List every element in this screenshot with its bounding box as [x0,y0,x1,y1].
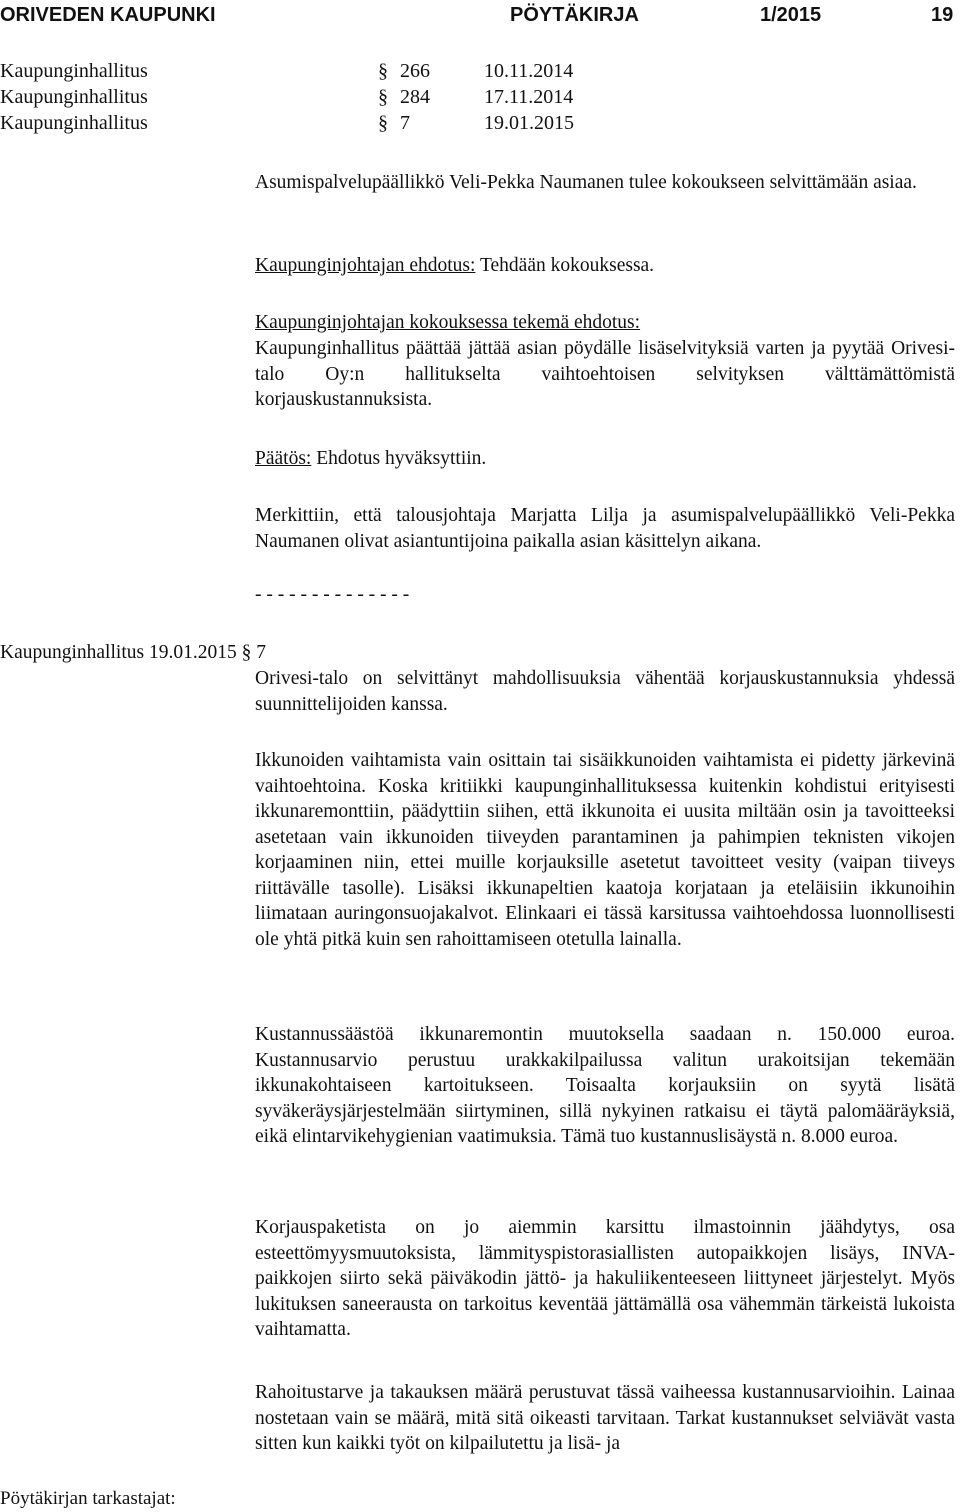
note-paragraph: Merkittiin, että talousjohtaja Marjatta Lilja ja asumispalvelupäällikkö Veli-Pekka Naumanen olivat asiantuntijoina paikalla asian käsittelyn aikana. [255,505,955,552]
session-heading-text: Kaupunginhallitus 19.01.2015 [0,642,237,663]
body-paragraph: Orivesi-talo on selvittänyt mahdollisuuksia vähentää korjauskustannuksia yhdessä suunnittelijoiden kanssa. [255,668,955,715]
reference-date: 19.01.2015 [484,112,574,134]
reference-number: 284 [400,86,430,108]
proposal-label: Kaupunginjohtajan ehdotus: [255,255,476,276]
reference-body: Kaupunginhallitus [0,112,148,134]
section-mark: § [241,642,252,663]
meeting-proposal-label: Kaupunginjohtajan kokouksessa tekemä ehdotus: [255,312,641,333]
body-paragraph: Korjauspaketista on jo aiemmin karsittu ilmastoinnin jäähdytys, osa esteettömyysmuutoksista, lämmityspistorasiallisten autopaikkojen lisäys, INVA-paikkojen siirto sekä päiväkodin jättö- ja hakuliikenteeseen liittyneet järjestelyt. Myös lukituksen saneerausta on tarkoitus keventää jättämällä osa vähemmän tärkeistä lukoista vaihtamatta. [255,1217,955,1340]
page-header [0,0,960,34]
section-number: 7 [256,642,266,663]
body-paragraph: Rahoitustarve ja takauksen määrä perustuvat tässä vaiheessa kustannusarvioihin. Lainaa nostetaan vain se määrä, mitä sitä oikeasti tarvitaan. Tarkat kustannukset selviävät vasta sitten kun kaikki työt on kilpailutettu ja lisä- ja [255,1382,955,1454]
reference-body: Kaupunginhallitus [0,60,148,82]
mayor-proposal [255,253,654,279]
session-heading [0,640,266,666]
reference-body: Kaupunginhallitus [0,86,148,108]
document-type: PÖYTÄKIRJA [510,4,639,26]
decision-text: Ehdotus hyväksyttiin. [316,448,487,469]
reference-date: 17.11.2014 [484,86,574,108]
body-paragraph: Kustannussäästöä ikkunaremontin muutoksella saadaan n. 150.000 euroa. Kustannusarvio perustuu urakkakilpailussa valitun urakoitsijan tekemään ikkunakohtaiseen kartoitukseen. Toisaalta korjauksiin on syytä lisätä syväkeräysjärjestelmään siirtyminen, sillä nykyinen ratkaisu ei täytä palomääräyksiä, eikä elintarvikehygienian vaatimuksia. Tämä tuo kustannuslisäystä n. 8.000 euroa. [255,1024,955,1147]
organization-name: ORIVEDEN KAUPUNKI [0,4,216,26]
reference-number: 266 [400,60,430,82]
decision-label: Päätös: [255,448,312,469]
section-mark: § [378,112,388,134]
decision [255,446,486,472]
section-mark: § [378,86,388,108]
body-paragraph: Ikkunoiden vaihtamista vain osittain tai sisäikkunoiden vaihtamista ei pidetty järkevinä vaihtoehtoina. Koska kritiikki kaupunginhallituksessa kuitenkin kohdistui erityisesti ikkunaremonttiin, päädyttiin siihen, että ikkunoita ei uusita miltään osin ja tavoitteeksi asetetaan vain ikkunoiden tiiveyden parantaminen ja pahimpien teknisten vikojen korjaaminen niin, ettei muille korjauksille asetetut tavoitteet vesity (vaipan tiiveys riittävälle tasolle). Lisäksi ikkunapeltien kaatoja korjataan ja eteläisiin ikkunoihin liimataan auringonsuojakalvot. Elinkaari ei tässä karsitussa vaihtoehdossa luonnollisesti ole yhtä pitkä kuin sen rahoittamiseen otetulla lainalla. [255,750,955,950]
separator-line: - - - - - - - - - - - - - - [255,584,410,605]
meeting-proposal-text: Kaupunginhallitus päättää jättää asian pöydälle lisäselvityksiä varten ja pyytää Orivesi-talo Oy:n hallitukselta vaihtoehtoisen selvityksen välttämättömistä korjauskustannuksista. [255,338,955,410]
reference-number: 7 [400,112,410,134]
reference-date: 10.11.2014 [484,60,574,82]
proposal-text: Tehdään kokouksessa. [479,255,655,276]
page-number: 19 [931,4,954,26]
intro-paragraph: Asumispalvelupäällikkö Veli-Pekka Naumanen tulee kokoukseen selvittämään asiaa. [255,172,917,193]
document-number: 1/2015 [760,4,822,26]
section-mark: § [378,60,388,82]
footer-reviewers-label: Pöytäkirjan tarkastajat: [0,1488,176,1509]
